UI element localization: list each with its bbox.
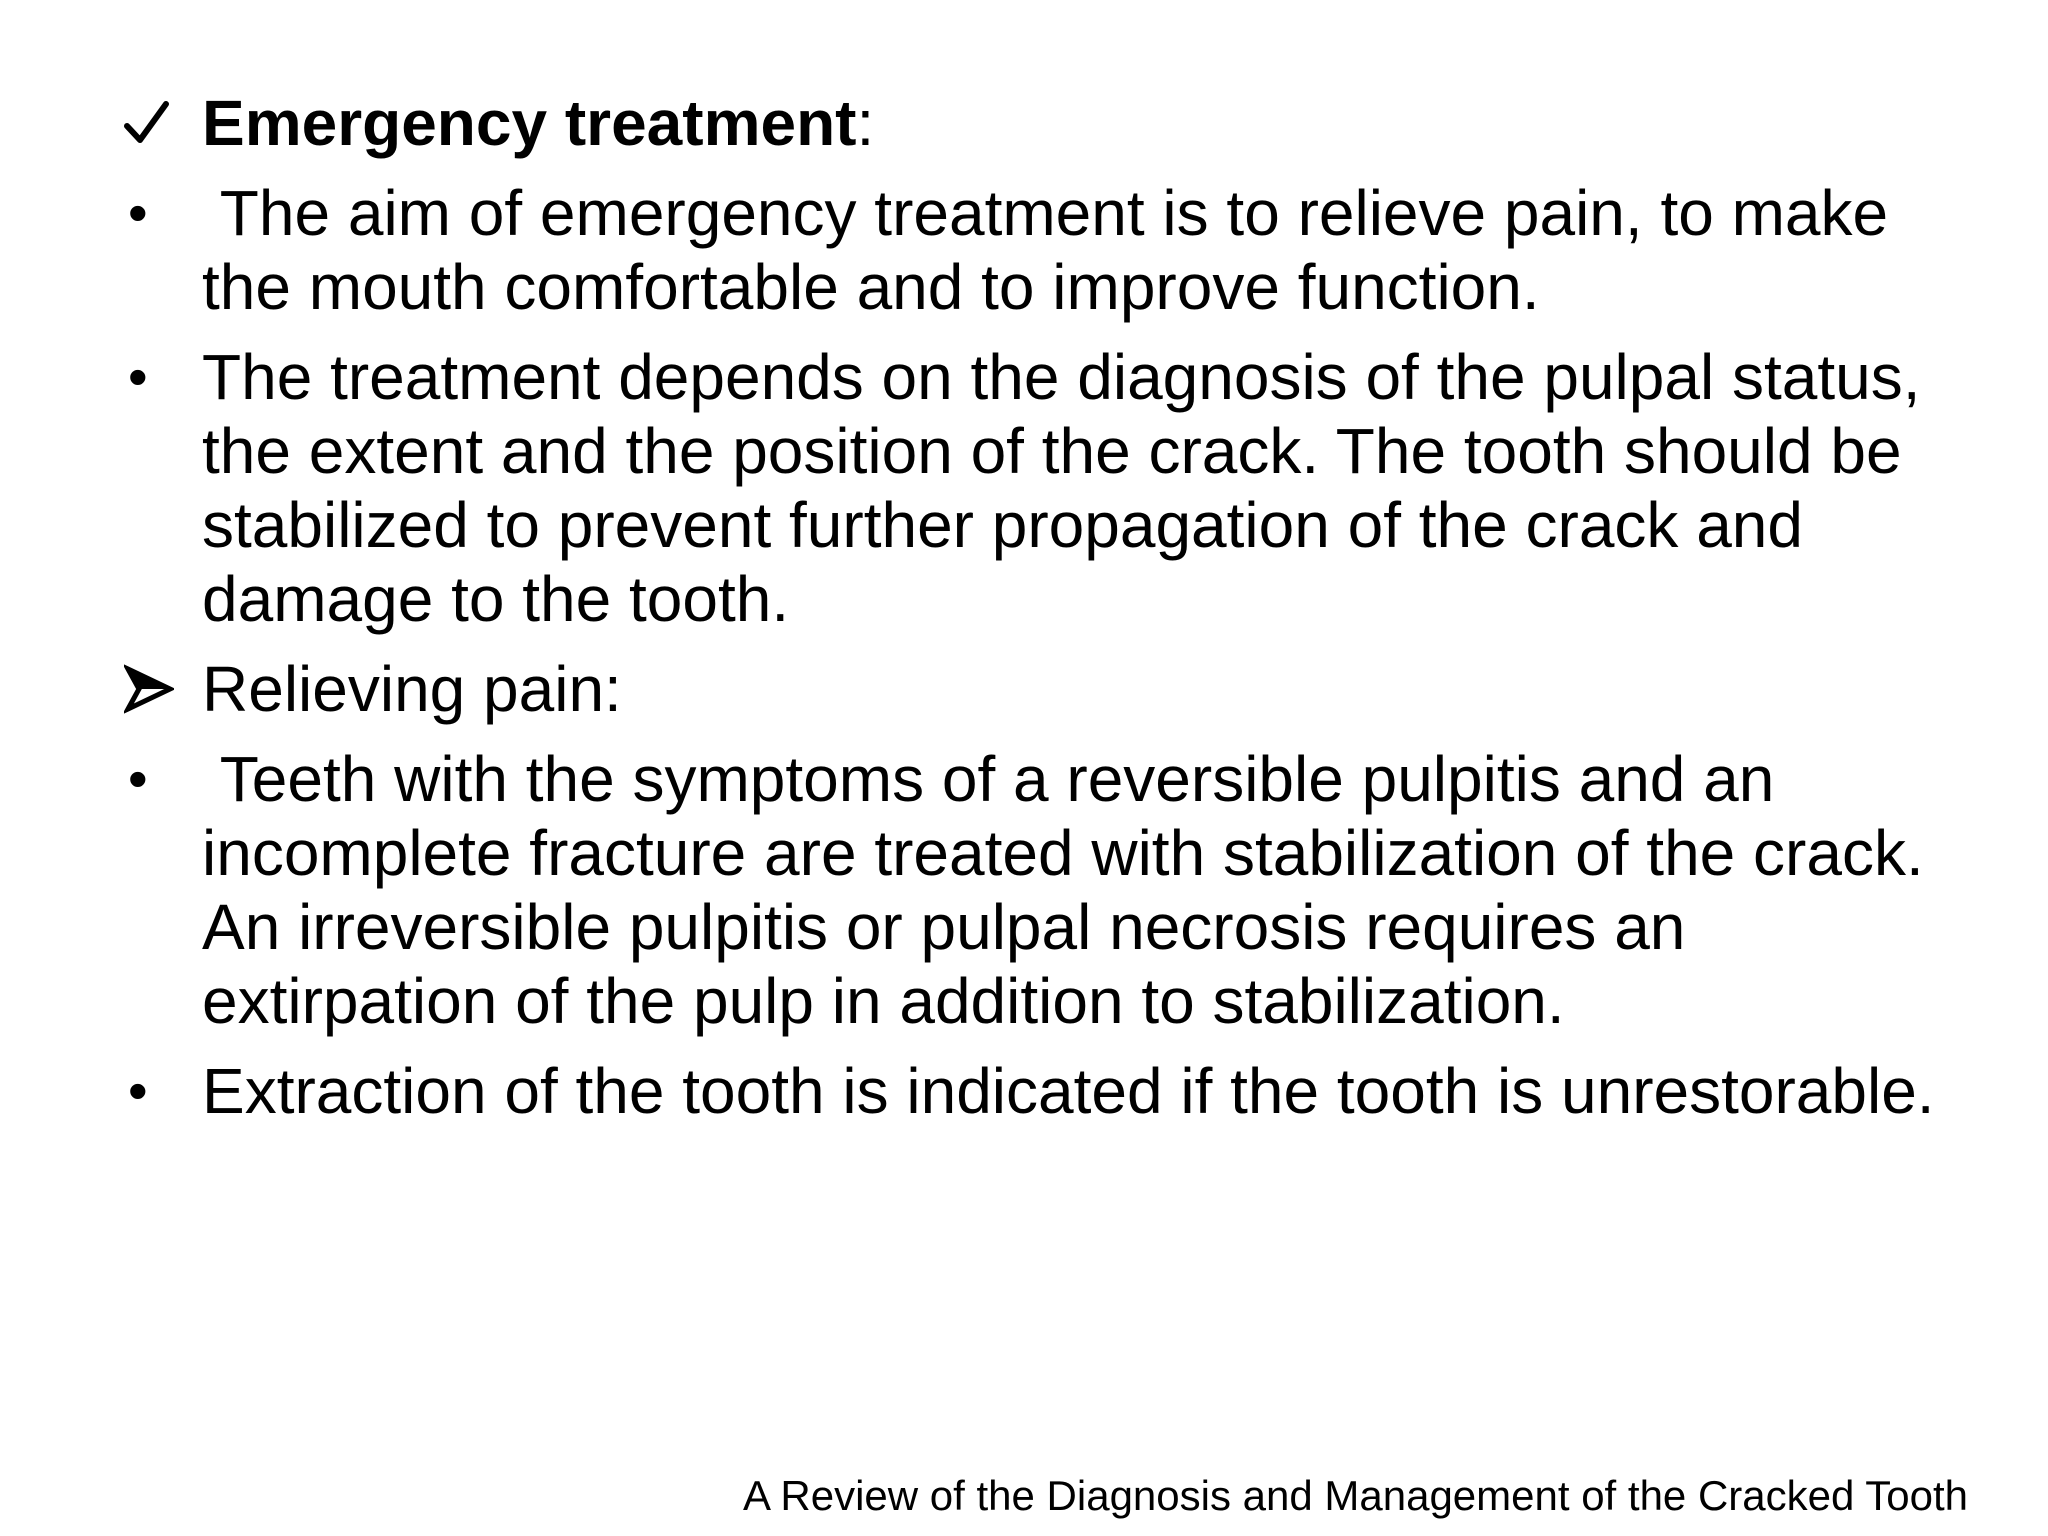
bullet-text: The aim of emergency treatment is to relieve pain, to make the mouth comfortable and to improve function.: [202, 177, 1906, 323]
bullet-marker: •: [128, 345, 148, 408]
arrow-icon: [124, 652, 194, 726]
heading-colon: :: [856, 87, 875, 159]
bullet-item-extraction: [124, 1054, 1954, 1128]
bullet-text: Extraction of the tooth is indicated if the tooth is unrestorable.: [202, 1055, 1935, 1127]
bullet-marker: •: [128, 747, 148, 810]
bullet-marker: •: [128, 1059, 148, 1122]
slide-footer-source: A Review of the Diagnosis and Management of the Cracked Tooth: [743, 1472, 1968, 1519]
heading-emergency-treatment: [124, 86, 1954, 160]
heading-relieving-pain: [124, 652, 1954, 726]
slide-content: [124, 86, 1954, 1144]
bullet-text: The treatment depends on the diagnosis of the pulpal status, the extent and the position of the crack. The tooth should be stabilized to prevent further propagation of the crack and damage to the tooth.: [202, 341, 1921, 635]
bullet-text: Teeth with the symptoms of a reversible pulpitis and an incomplete fracture are treated with stabilization of the crack. An irreversible pulpitis or pulpal necrosis requires an extirpation of the pulp in addition to stabilization.: [202, 743, 1938, 1037]
bullet-item-aim: [124, 176, 1954, 324]
heading-text: Emergency treatment: [202, 87, 857, 159]
bullet-marker: •: [128, 181, 148, 244]
heading-text: Relieving pain:: [202, 653, 622, 725]
bullet-item-treatment-depends: [124, 340, 1954, 636]
check-icon: [124, 86, 194, 160]
bullet-item-reversible-pulpitis: [124, 742, 1954, 1038]
